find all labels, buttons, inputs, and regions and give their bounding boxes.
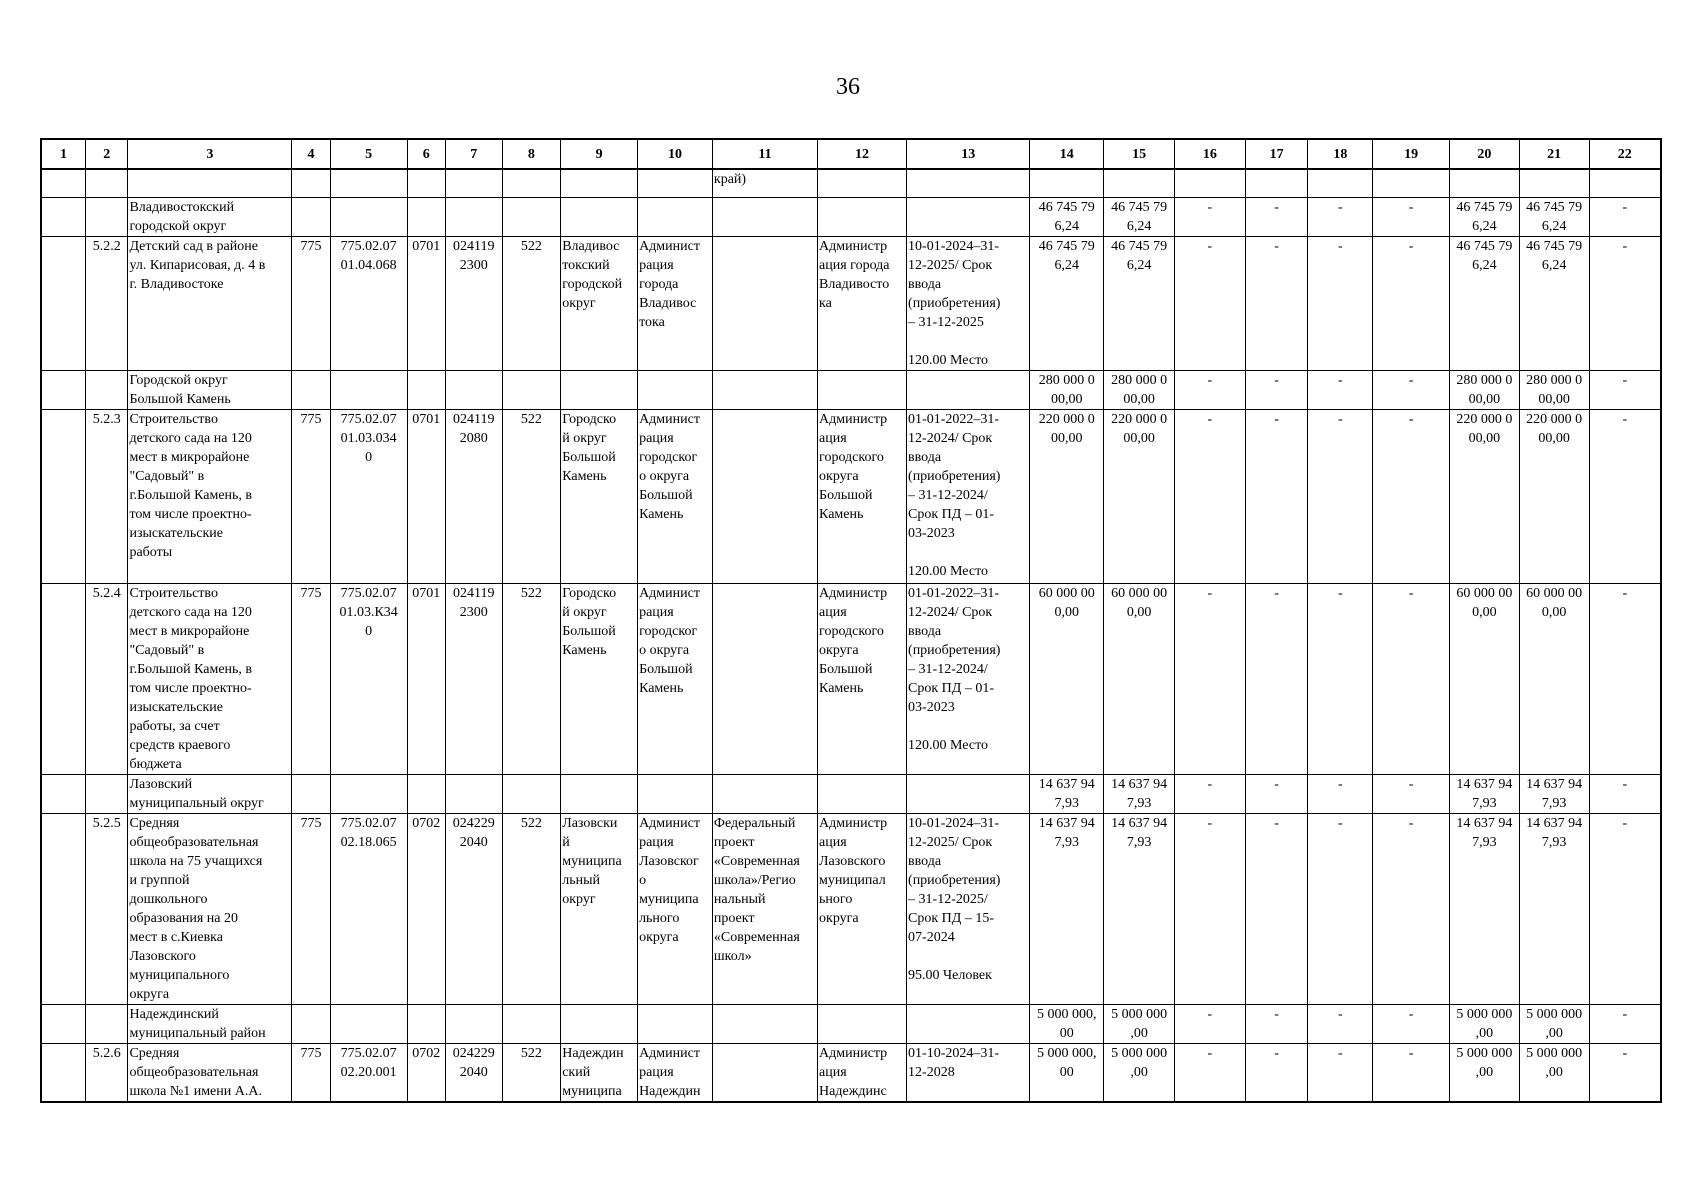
cell-col-15: 280 000 0 00,00 <box>1104 370 1175 409</box>
cell-col-8 <box>502 197 561 236</box>
table-body <box>41 169 1661 1102</box>
cell-col-14: 60 000 00 0,00 <box>1030 583 1104 774</box>
cell-col-8: 522 <box>502 583 561 774</box>
cell-col-4 <box>292 370 330 409</box>
cell-col-18: - <box>1308 236 1373 370</box>
cell-col-11 <box>712 1043 817 1102</box>
cell-col-16: - <box>1174 1004 1245 1043</box>
cell-col-12: Администр ация Лазовского муниципал ьного округа <box>818 813 907 1004</box>
cell-col-17: - <box>1245 236 1308 370</box>
cell-col-9: Лазовски й муниципа льный округ <box>561 813 638 1004</box>
cell-col-22: - <box>1589 813 1661 1004</box>
column-header-20: 20 <box>1450 139 1520 169</box>
cell-col-6: 0702 <box>407 1043 445 1102</box>
cell-col-8: 522 <box>502 409 561 583</box>
cell-col-2: 5.2.2 <box>85 236 127 370</box>
column-header-13: 13 <box>907 139 1030 169</box>
cell-col-3: Средняя общеобразовательная школа №1 имени А.А. <box>128 1043 292 1102</box>
cell-col-19: - <box>1373 583 1450 774</box>
column-header-18: 18 <box>1308 139 1373 169</box>
cell-col-14: 220 000 0 00,00 <box>1030 409 1104 583</box>
cell-col-1 <box>41 813 85 1004</box>
cell-col-21: 14 637 94 7,93 <box>1519 813 1589 1004</box>
column-header-11: 11 <box>712 139 817 169</box>
cell-col-12: Администр ация городского округа Большой Камень <box>818 583 907 774</box>
cell-col-4: 775 <box>292 236 330 370</box>
cell-col-15: 220 000 0 00,00 <box>1104 409 1175 583</box>
cell-col-20: 46 745 79 6,24 <box>1450 197 1520 236</box>
cell-col-4: 775 <box>292 409 330 583</box>
cell-col-15: 5 000 000 ,00 <box>1104 1004 1175 1043</box>
cell-col-11 <box>712 197 817 236</box>
cell-col-11 <box>712 583 817 774</box>
cell-col-13 <box>907 197 1030 236</box>
cell-col-16: - <box>1174 197 1245 236</box>
cell-col-9: Надеждин ский муниципа <box>561 1043 638 1102</box>
column-header-2: 2 <box>85 139 127 169</box>
cell-col-17: - <box>1245 1043 1308 1102</box>
table-row <box>41 370 1661 409</box>
cell-col-21: 60 000 00 0,00 <box>1519 583 1589 774</box>
cell-col-22: - <box>1589 197 1661 236</box>
cell-col-16: - <box>1174 409 1245 583</box>
column-header-19: 19 <box>1373 139 1450 169</box>
cell-col-16 <box>1174 169 1245 197</box>
table-row <box>41 1043 1661 1102</box>
cell-col-14: 14 637 94 7,93 <box>1030 774 1104 813</box>
cell-col-7 <box>445 370 502 409</box>
cell-col-5 <box>330 774 407 813</box>
cell-col-19: - <box>1373 370 1450 409</box>
cell-col-5: 775.02.07 01.03.К34 0 <box>330 583 407 774</box>
cell-col-20: 5 000 000 ,00 <box>1450 1043 1520 1102</box>
cell-col-17: - <box>1245 1004 1308 1043</box>
cell-col-10 <box>638 774 713 813</box>
cell-col-10: Админист рация Лазовског о муниципа льного округа <box>638 813 713 1004</box>
cell-col-12 <box>818 370 907 409</box>
cell-col-22: - <box>1589 1043 1661 1102</box>
cell-col-13: 01-10-2024–31- 12-2028 <box>907 1043 1030 1102</box>
cell-col-4 <box>292 169 330 197</box>
cell-col-5 <box>330 370 407 409</box>
cell-col-2 <box>85 1004 127 1043</box>
cell-col-20: 14 637 94 7,93 <box>1450 774 1520 813</box>
column-header-6: 6 <box>407 139 445 169</box>
cell-col-10 <box>638 1004 713 1043</box>
cell-col-22: - <box>1589 1004 1661 1043</box>
column-header-4: 4 <box>292 139 330 169</box>
cell-col-4: 775 <box>292 813 330 1004</box>
cell-col-14 <box>1030 169 1104 197</box>
cell-col-22: - <box>1589 583 1661 774</box>
cell-col-14: 46 745 79 6,24 <box>1030 236 1104 370</box>
cell-col-13 <box>907 1004 1030 1043</box>
cell-col-2 <box>85 774 127 813</box>
column-header-17: 17 <box>1245 139 1308 169</box>
budget-table <box>40 138 1662 1103</box>
cell-col-15: 46 745 79 6,24 <box>1104 197 1175 236</box>
cell-col-19: - <box>1373 774 1450 813</box>
cell-col-6 <box>407 774 445 813</box>
cell-col-22: - <box>1589 236 1661 370</box>
cell-col-7: 024229 2040 <box>445 1043 502 1102</box>
cell-col-3: Лазовский муниципальный округ <box>128 774 292 813</box>
cell-col-6 <box>407 1004 445 1043</box>
cell-col-13 <box>907 774 1030 813</box>
cell-col-6: 0701 <box>407 236 445 370</box>
cell-col-17: - <box>1245 370 1308 409</box>
cell-col-6 <box>407 197 445 236</box>
cell-col-11: край) <box>712 169 817 197</box>
cell-col-11 <box>712 1004 817 1043</box>
cell-col-4 <box>292 197 330 236</box>
column-header-22: 22 <box>1589 139 1661 169</box>
cell-col-20 <box>1450 169 1520 197</box>
cell-col-5 <box>330 1004 407 1043</box>
cell-col-10: Админист рация городског о округа Большой Камень <box>638 409 713 583</box>
cell-col-7: 024229 2040 <box>445 813 502 1004</box>
cell-col-10: Админист рация городског о округа Большой Камень <box>638 583 713 774</box>
cell-col-8 <box>502 370 561 409</box>
cell-col-22: - <box>1589 409 1661 583</box>
cell-col-21: 5 000 000 ,00 <box>1519 1004 1589 1043</box>
cell-col-16: - <box>1174 583 1245 774</box>
cell-col-10: Админист рация города Владивос тока <box>638 236 713 370</box>
table-row <box>41 813 1661 1004</box>
column-header-3: 3 <box>128 139 292 169</box>
cell-col-19: - <box>1373 236 1450 370</box>
cell-col-7: 024119 2300 <box>445 236 502 370</box>
cell-col-14: 46 745 79 6,24 <box>1030 197 1104 236</box>
cell-col-3: Строительство детского сада на 120 мест в микрорайоне "Садовый" в г.Большой Камень, в том числе проектно- изыскательские работы <box>128 409 292 583</box>
cell-col-10 <box>638 169 713 197</box>
cell-col-9 <box>561 169 638 197</box>
cell-col-18: - <box>1308 583 1373 774</box>
cell-col-2: 5.2.4 <box>85 583 127 774</box>
cell-col-3 <box>128 169 292 197</box>
cell-col-6: 0701 <box>407 583 445 774</box>
cell-col-22 <box>1589 169 1661 197</box>
cell-col-21: 5 000 000 ,00 <box>1519 1043 1589 1102</box>
cell-col-21: 46 745 79 6,24 <box>1519 197 1589 236</box>
cell-col-5: 775.02.07 01.03.034 0 <box>330 409 407 583</box>
cell-col-2 <box>85 197 127 236</box>
cell-col-21: 46 745 79 6,24 <box>1519 236 1589 370</box>
cell-col-16: - <box>1174 774 1245 813</box>
cell-col-5 <box>330 169 407 197</box>
cell-col-12 <box>818 197 907 236</box>
page-number: 36 <box>836 74 860 100</box>
cell-col-4: 775 <box>292 583 330 774</box>
cell-col-9: Владивос токский городской округ <box>561 236 638 370</box>
cell-col-20: 60 000 00 0,00 <box>1450 583 1520 774</box>
cell-col-2: 5.2.6 <box>85 1043 127 1102</box>
cell-col-12 <box>818 169 907 197</box>
cell-col-1 <box>41 1004 85 1043</box>
cell-col-15: 14 637 94 7,93 <box>1104 813 1175 1004</box>
cell-col-18: - <box>1308 409 1373 583</box>
cell-col-2: 5.2.3 <box>85 409 127 583</box>
table-row <box>41 236 1661 370</box>
cell-col-16: - <box>1174 1043 1245 1102</box>
cell-col-13: 01-01-2022–31- 12-2024/ Срок ввода (приобретения) – 31-12-2024/ Срок ПД – 01- 03-2023 120.00 Место <box>907 583 1030 774</box>
column-header-15: 15 <box>1104 139 1175 169</box>
cell-col-18: - <box>1308 1004 1373 1043</box>
cell-col-1 <box>41 774 85 813</box>
cell-col-18: - <box>1308 813 1373 1004</box>
cell-col-17: - <box>1245 409 1308 583</box>
cell-col-11 <box>712 774 817 813</box>
cell-col-17: - <box>1245 813 1308 1004</box>
cell-col-5: 775.02.07 02.20.001 <box>330 1043 407 1102</box>
cell-col-12 <box>818 774 907 813</box>
cell-col-7 <box>445 169 502 197</box>
cell-col-8: 522 <box>502 1043 561 1102</box>
column-header-21: 21 <box>1519 139 1589 169</box>
cell-col-20: 46 745 79 6,24 <box>1450 236 1520 370</box>
cell-col-4 <box>292 774 330 813</box>
cell-col-10 <box>638 370 713 409</box>
cell-col-13: 10-01-2024–31- 12-2025/ Срок ввода (приобретения) – 31-12-2025 120.00 Место <box>907 236 1030 370</box>
table-row <box>41 409 1661 583</box>
column-header-5: 5 <box>330 139 407 169</box>
cell-col-11 <box>712 370 817 409</box>
cell-col-6 <box>407 169 445 197</box>
cell-col-12: Администр ация Надеждинс <box>818 1043 907 1102</box>
cell-col-11 <box>712 409 817 583</box>
column-header-12: 12 <box>818 139 907 169</box>
cell-col-16: - <box>1174 370 1245 409</box>
cell-col-2 <box>85 370 127 409</box>
cell-col-17: - <box>1245 583 1308 774</box>
cell-col-9 <box>561 197 638 236</box>
cell-col-7 <box>445 1004 502 1043</box>
cell-col-21: 280 000 0 00,00 <box>1519 370 1589 409</box>
cell-col-19: - <box>1373 1004 1450 1043</box>
cell-col-15 <box>1104 169 1175 197</box>
cell-col-10 <box>638 197 713 236</box>
cell-col-1 <box>41 409 85 583</box>
cell-col-13 <box>907 169 1030 197</box>
cell-col-19: - <box>1373 1043 1450 1102</box>
column-header-1: 1 <box>41 139 85 169</box>
cell-col-9 <box>561 774 638 813</box>
cell-col-11 <box>712 236 817 370</box>
cell-col-14: 5 000 000, 00 <box>1030 1004 1104 1043</box>
cell-col-2: 5.2.5 <box>85 813 127 1004</box>
cell-col-1 <box>41 1043 85 1102</box>
cell-col-19 <box>1373 169 1450 197</box>
cell-col-18: - <box>1308 774 1373 813</box>
table-row <box>41 583 1661 774</box>
cell-col-19: - <box>1373 813 1450 1004</box>
cell-col-18 <box>1308 169 1373 197</box>
cell-col-3: Детский сад в районе ул. Кипарисовая, д. 4 в г. Владивостоке <box>128 236 292 370</box>
cell-col-6: 0701 <box>407 409 445 583</box>
cell-col-1 <box>41 169 85 197</box>
cell-col-13: 01-01-2022–31- 12-2024/ Срок ввода (приобретения) – 31-12-2024/ Срок ПД – 01- 03-2023 120.00 Место <box>907 409 1030 583</box>
cell-col-16: - <box>1174 813 1245 1004</box>
cell-col-1 <box>41 370 85 409</box>
cell-col-5: 775.02.07 02.18.065 <box>330 813 407 1004</box>
cell-col-16: - <box>1174 236 1245 370</box>
cell-col-19: - <box>1373 197 1450 236</box>
cell-col-17 <box>1245 169 1308 197</box>
cell-col-14: 280 000 0 00,00 <box>1030 370 1104 409</box>
column-header-8: 8 <box>502 139 561 169</box>
cell-col-12: Администр ация города Владивосто ка <box>818 236 907 370</box>
cell-col-15: 14 637 94 7,93 <box>1104 774 1175 813</box>
cell-col-4 <box>292 1004 330 1043</box>
cell-col-7: 024119 2080 <box>445 409 502 583</box>
cell-col-20: 220 000 0 00,00 <box>1450 409 1520 583</box>
table-row <box>41 774 1661 813</box>
table-row <box>41 1004 1661 1043</box>
cell-col-14: 14 637 94 7,93 <box>1030 813 1104 1004</box>
cell-col-1 <box>41 583 85 774</box>
cell-col-7 <box>445 197 502 236</box>
cell-col-10: Админист рация Надеждин <box>638 1043 713 1102</box>
cell-col-9 <box>561 370 638 409</box>
header-row <box>41 139 1661 169</box>
cell-col-9: Городско й округ Большой Камень <box>561 583 638 774</box>
cell-col-9: Городско й округ Большой Камень <box>561 409 638 583</box>
cell-col-6 <box>407 370 445 409</box>
cell-col-19: - <box>1373 409 1450 583</box>
table-row <box>41 169 1661 197</box>
cell-col-14: 5 000 000, 00 <box>1030 1043 1104 1102</box>
cell-col-20: 280 000 0 00,00 <box>1450 370 1520 409</box>
cell-col-15: 5 000 000 ,00 <box>1104 1043 1175 1102</box>
cell-col-18: - <box>1308 370 1373 409</box>
cell-col-3: Городской округ Большой Камень <box>128 370 292 409</box>
column-header-7: 7 <box>445 139 502 169</box>
cell-col-5 <box>330 197 407 236</box>
cell-col-21: 14 637 94 7,93 <box>1519 774 1589 813</box>
cell-col-15: 60 000 00 0,00 <box>1104 583 1175 774</box>
cell-col-8 <box>502 169 561 197</box>
cell-col-11: Федеральный проект «Современная школа»/Регио нальный проект «Современная школ» <box>712 813 817 1004</box>
cell-col-1 <box>41 197 85 236</box>
cell-col-21 <box>1519 169 1589 197</box>
cell-col-17: - <box>1245 774 1308 813</box>
cell-col-3: Владивостокский городской округ <box>128 197 292 236</box>
cell-col-3: Средняя общеобразовательная школа на 75 учащихся и группой дошкольного образования на 20 мест в с.Киевка Лазовского муниципального округа <box>128 813 292 1004</box>
cell-col-8 <box>502 1004 561 1043</box>
cell-col-4: 775 <box>292 1043 330 1102</box>
cell-col-3: Строительство детского сада на 120 мест в микрорайоне "Садовый" в г.Большой Камень, в том числе проектно- изыскательские работы, за счет средств краевого бюджета <box>128 583 292 774</box>
cell-col-18: - <box>1308 1043 1373 1102</box>
cell-col-13: 10-01-2024–31- 12-2025/ Срок ввода (приобретения) – 31-12-2025/ Срок ПД – 15- 07-2024 95.00 Человек <box>907 813 1030 1004</box>
cell-col-20: 14 637 94 7,93 <box>1450 813 1520 1004</box>
cell-col-18: - <box>1308 197 1373 236</box>
cell-col-20: 5 000 000 ,00 <box>1450 1004 1520 1043</box>
cell-col-15: 46 745 79 6,24 <box>1104 236 1175 370</box>
table-row <box>41 197 1661 236</box>
column-header-14: 14 <box>1030 139 1104 169</box>
cell-col-8: 522 <box>502 236 561 370</box>
cell-col-22: - <box>1589 370 1661 409</box>
cell-col-1 <box>41 236 85 370</box>
cell-col-7: 024119 2300 <box>445 583 502 774</box>
column-header-9: 9 <box>561 139 638 169</box>
cell-col-8: 522 <box>502 813 561 1004</box>
cell-col-21: 220 000 0 00,00 <box>1519 409 1589 583</box>
cell-col-13 <box>907 370 1030 409</box>
cell-col-5: 775.02.07 01.04.068 <box>330 236 407 370</box>
cell-col-22: - <box>1589 774 1661 813</box>
cell-col-3: Надеждинский муниципальный район <box>128 1004 292 1043</box>
column-header-16: 16 <box>1174 139 1245 169</box>
column-header-10: 10 <box>638 139 713 169</box>
cell-col-9 <box>561 1004 638 1043</box>
cell-col-6: 0702 <box>407 813 445 1004</box>
cell-col-8 <box>502 774 561 813</box>
cell-col-2 <box>85 169 127 197</box>
cell-col-12 <box>818 1004 907 1043</box>
cell-col-17: - <box>1245 197 1308 236</box>
cell-col-7 <box>445 774 502 813</box>
cell-col-12: Администр ация городского округа Большой Камень <box>818 409 907 583</box>
